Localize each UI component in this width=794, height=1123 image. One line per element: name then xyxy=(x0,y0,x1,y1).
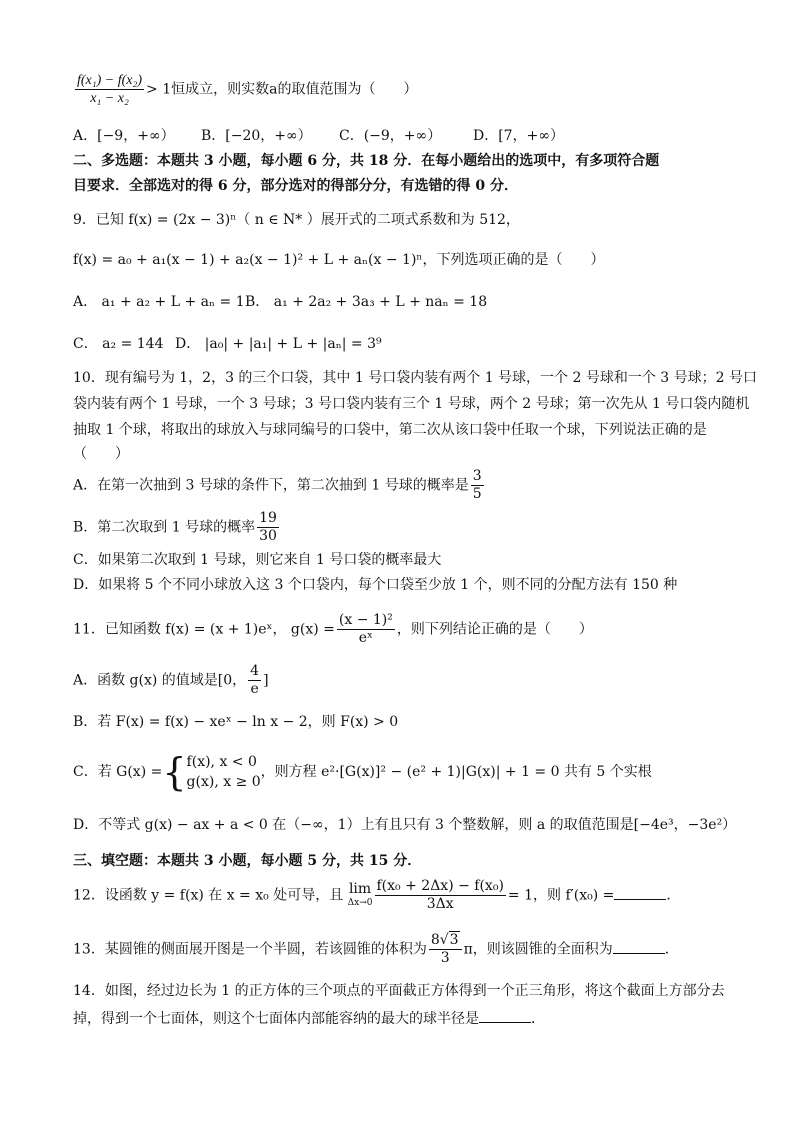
q13-end: ． xyxy=(664,941,679,958)
q8-text: > 1恒成立，则实数a的取值范围为（ ） xyxy=(146,81,418,98)
q12-fraction xyxy=(375,878,506,913)
q11-option-a-num: 4 xyxy=(250,663,260,679)
q10-option-c: C．如果第二次取到 1 号球，则它来自 1 号口袋的概率最大 xyxy=(73,552,442,568)
q12-limit xyxy=(348,882,373,910)
q10-option-d: D．如果将 5 个不同小球放入这 3 个口袋内，每个口袋至少放 1 个，则不同的分配方法有 150 种 xyxy=(73,577,678,593)
q12-lim-sub: Δx→0 xyxy=(347,897,373,908)
q13-volume-coef: 8 xyxy=(430,932,440,948)
q11-option-c-rest: ，则方程 e²·[G(x)]² − (e² + 1)|G(x)| + 1 = 0 共有 5 个实根 xyxy=(260,764,652,780)
q13-answer-blank[interactable] xyxy=(613,939,665,954)
q10-option-b xyxy=(73,510,281,545)
q10-option-b-text: B．第二次取到 1 号球的概率 xyxy=(73,519,256,536)
q9-options-cd xyxy=(73,335,382,353)
q11-stem xyxy=(73,612,593,647)
q9-stem-line1: 9．已知 f(x) = (2x − 3)ⁿ（ n ∈ N* ）展开式的二项式系数和为 512， xyxy=(73,212,520,228)
q9-option-c: C． a₂ = 144 xyxy=(73,336,164,352)
q13-volume-den: 3 xyxy=(440,950,450,966)
q11-option-d: D．不等式 g(x) − ax + a < 0 在（−∞，1）上有且只有 3 个整数解，则 a 的取值范围是[−4e³，−3e²） xyxy=(73,817,737,833)
q11-piecewise xyxy=(187,752,261,792)
q11-option-a-text: A．函数 g(x) 的值域是[0， xyxy=(73,672,247,689)
q11-stem-b: ，则下列结论正确的是（ ） xyxy=(396,621,593,638)
q14-end: ． xyxy=(531,1011,545,1027)
q10-option-a xyxy=(73,468,486,503)
q10-option-b-num: 19 xyxy=(259,510,277,526)
section2-heading-line1: 二、多选题：本题共 3 小题，每小题 6 分，共 18 分．在每小题给出的选项中，有多项符合题 xyxy=(73,153,660,169)
q11-g-num: (x − 1)² xyxy=(338,612,393,628)
q11-option-b: B．若 F(x) = f(x) − xeˣ − ln x − 2，则 F(x) > 0 xyxy=(73,714,399,730)
q12-stem xyxy=(73,878,680,913)
q9-options-ab xyxy=(73,293,487,311)
q12-answer-blank[interactable] xyxy=(614,885,666,900)
q14-stem-line1: 14．如图，经过边长为 1 的正方体的三个项点的平面截正方体得到一个正三角形，将这个截面上方部分去 xyxy=(73,983,725,999)
q10-stem-line1: 10．现有编号为 1，2，3 的三个口袋，其中 1 号口袋内装有两个 1 号球，一个 2 号球和一个 3 号球；2 号口 xyxy=(73,370,758,386)
q14-stem-line2 xyxy=(73,1008,545,1028)
q13-stem-b: ，则该圆锥的全面积为 xyxy=(472,941,613,958)
q10-stem-line3: 抽取 1 个球，将取出的球放入与球同编号的口袋中，第二次从该口袋中任取一个球，下列说法正确的是 xyxy=(73,422,707,438)
q13-volume-num xyxy=(429,932,462,950)
q9-stem-line2: f(x) = a₀ + a₁(x − 1) + a₂(x − 1)² + L + aₙ(x − 1)ⁿ，下列选项正确的是（ ） xyxy=(73,252,605,268)
q11-option-a xyxy=(73,663,269,698)
q8-option-c: C．(−9，+∞） xyxy=(339,128,442,144)
q11-option-a-den: e xyxy=(250,681,259,697)
q14-answer-blank[interactable] xyxy=(479,1008,531,1023)
q10-option-a-num: 3 xyxy=(472,468,482,484)
q8-option-a: A．[−9，+∞） xyxy=(73,128,175,144)
q13-stem xyxy=(73,932,679,967)
q12-stem-a: 12．设函数 y = f(x) 在 x = x₀ 处可导，且 xyxy=(73,887,344,904)
q12-lim-word: lim xyxy=(348,880,372,897)
q11-option-a-fraction xyxy=(248,663,261,698)
q8-option-d: D．[7，+∞） xyxy=(473,128,564,144)
q10-option-b-den: 30 xyxy=(259,528,277,544)
q10-stem-line2: 袋内装有两个 1 号球，一个 3 号球；3 号口袋内装有三个 1 号球，两个 2 号球；第一次先从 1 号口袋内随机 xyxy=(73,396,750,412)
q8-option-b: B．[−20，+∞） xyxy=(201,128,312,144)
q9-option-d: D． |a₀| + |a₁| + L + |aₙ| = 3⁹ xyxy=(175,336,382,352)
left-brace-icon: { xyxy=(162,750,187,794)
q9-option-a: A． a₁ + a₂ + L + aₙ = 1 xyxy=(73,294,245,310)
q12-end: ． xyxy=(666,887,681,904)
section3-heading: 三、填空题：本题共 3 小题，每小题 5 分，共 15 分． xyxy=(73,853,422,869)
sqrt-icon: √ xyxy=(439,932,449,948)
q11-stem-a: 11．已知函数 f(x) = (x + 1)eˣ， g(x) = xyxy=(73,621,335,638)
section2-heading-line2: 目要求．全部选对的得 6 分，部分选对的得部分分，有选错的得 0 分． xyxy=(73,178,518,194)
q13-pi: π xyxy=(463,941,473,958)
q10-option-a-fraction xyxy=(471,468,484,503)
q11-option-c-text: C．若 G(x) = xyxy=(73,764,163,780)
q13-stem-a: 13．某圆锥的侧面展开图是一个半圆，若该圆锥的体积为 xyxy=(73,941,427,958)
q8-fraction xyxy=(75,72,144,107)
q11-option-a-close: ] xyxy=(263,672,269,689)
q9-option-b: B． a₁ + 2a₂ + 3a₃ + L + naₙ = 18 xyxy=(245,294,488,310)
q10-stem-line4: （ ） xyxy=(73,446,129,462)
q8-denominator: x₁ − x₂ xyxy=(90,91,129,106)
q10-option-a-den: 5 xyxy=(472,486,482,502)
q11-g-den: eˣ xyxy=(358,630,373,646)
q8-condition xyxy=(73,72,417,107)
q8-numerator: f(x₁) − f(x₂) xyxy=(77,73,143,88)
q11-case-2: g(x), x ≥ 0 xyxy=(186,774,261,790)
q11-option-c xyxy=(73,752,652,792)
q13-volume-fraction xyxy=(429,932,462,967)
q12-den: 3Δx xyxy=(426,896,454,912)
q14-stem-line2-text: 掉，得到一个七面体，则这个七面体内部能容纳的最大的球半径是 xyxy=(73,1011,479,1027)
q12-num: f(x₀ + 2Δx) − f(x₀) xyxy=(376,878,504,894)
q11-g-fraction xyxy=(337,612,395,647)
q13-volume-radicand: 3 xyxy=(449,932,459,948)
q8-options xyxy=(73,127,564,145)
q11-case-1: f(x), x < 0 xyxy=(186,754,257,770)
q10-option-b-fraction xyxy=(257,510,279,545)
q12-stem-b: = 1，则 f′(x₀) = xyxy=(507,887,615,904)
q10-option-a-text: A．在第一次抽到 3 号球的条件下，第二次抽到 1 号球的概率是 xyxy=(73,477,469,494)
